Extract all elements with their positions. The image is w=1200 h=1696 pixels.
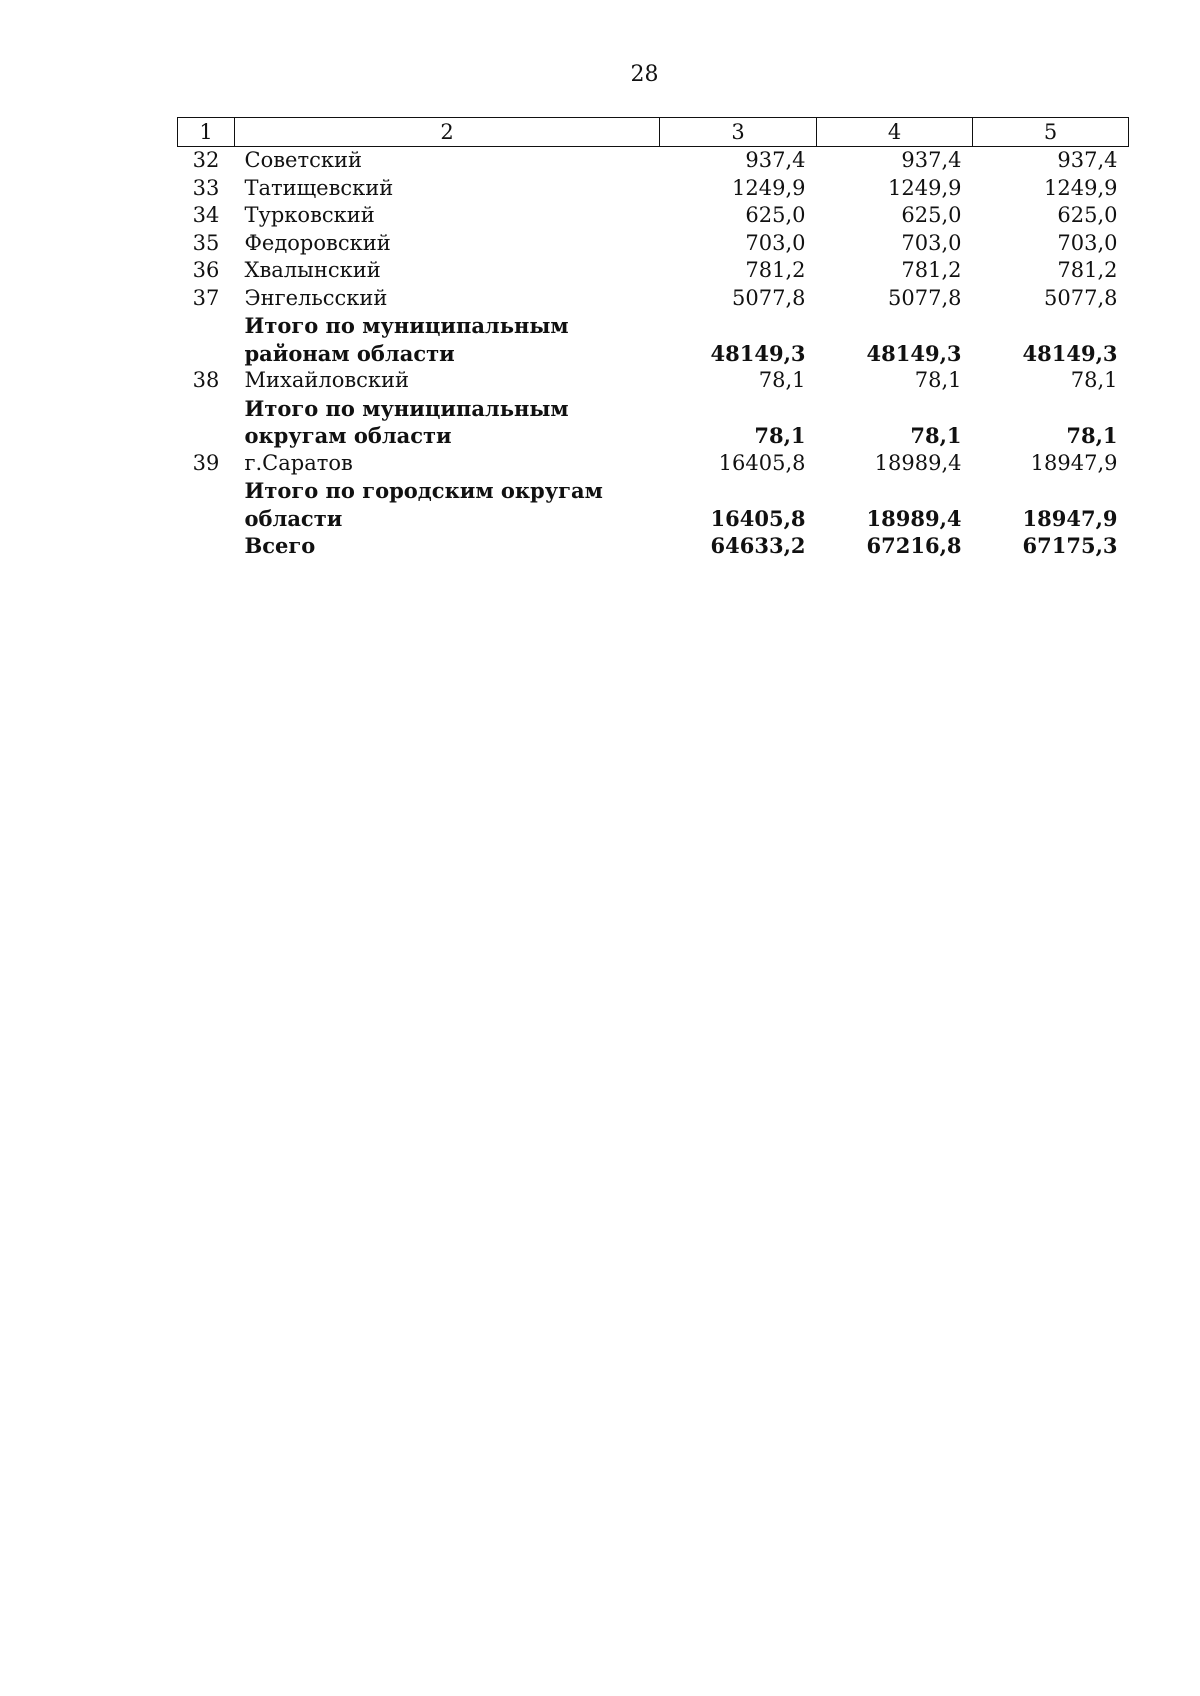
table-row-total xyxy=(178,312,1129,367)
row-number-cell: 37 xyxy=(192,285,220,310)
row-name-cell: Итого по муниципальным районам области xyxy=(244,313,569,366)
row-number-cell xyxy=(178,312,235,367)
row-value-col5: 703,0 xyxy=(1057,230,1118,255)
row-value-col3: 5077,8 xyxy=(732,285,806,310)
row-name-cell: Итого по муниципальным округам области xyxy=(244,395,569,448)
table-row-total xyxy=(178,532,1129,560)
row-name-cell: Михайловский xyxy=(244,368,410,392)
table-body xyxy=(178,147,1129,560)
row-number-cell xyxy=(178,532,235,560)
column-header-3: 3 xyxy=(660,118,817,147)
row-value-col5: 78,1 xyxy=(1066,423,1118,448)
table-row xyxy=(178,285,1129,313)
row-value-col4: 703,0 xyxy=(901,230,962,255)
table-row xyxy=(178,147,1129,175)
table-header xyxy=(178,118,1129,147)
table-row xyxy=(178,450,1129,478)
row-value-col3: 16405,8 xyxy=(710,505,806,531)
row-name-cell: Турковский xyxy=(244,203,375,227)
row-number-cell: 33 xyxy=(192,175,220,200)
row-name-cell: Советский xyxy=(244,148,362,172)
table-row xyxy=(178,202,1129,230)
data-table xyxy=(177,117,1129,560)
row-number-cell xyxy=(178,477,235,532)
row-name-cell: г.Саратов xyxy=(244,450,353,475)
row-value-col4: 625,0 xyxy=(901,203,962,227)
row-value-col5: 1249,9 xyxy=(1044,175,1118,200)
row-name-cell: Хвалынский xyxy=(244,258,381,282)
row-number-cell: 38 xyxy=(192,368,220,392)
row-value-col3: 781,2 xyxy=(745,258,806,282)
row-value-col5: 18947,9 xyxy=(1022,505,1118,531)
row-value-col3: 1249,9 xyxy=(732,175,806,200)
row-value-col5: 5077,8 xyxy=(1044,285,1118,310)
page-number: 28 xyxy=(630,62,659,87)
row-number-cell: 32 xyxy=(192,148,220,172)
row-value-col5: 781,2 xyxy=(1057,258,1118,282)
row-value-col5: 67175,3 xyxy=(1022,533,1118,558)
row-value-col4: 18989,4 xyxy=(866,505,962,531)
row-number-cell: 36 xyxy=(192,258,220,282)
table-row xyxy=(178,257,1129,285)
row-value-col4: 781,2 xyxy=(901,258,962,282)
table-row xyxy=(178,367,1129,395)
row-name-cell: Татищевский xyxy=(244,175,394,200)
row-number-cell: 35 xyxy=(192,230,220,255)
row-value-col3: 78,1 xyxy=(758,368,806,392)
table-row xyxy=(178,175,1129,203)
table-row-total xyxy=(178,477,1129,532)
column-header-5: 5 xyxy=(973,118,1129,147)
row-name-cell: Энгельсский xyxy=(244,285,388,310)
row-value-col3: 703,0 xyxy=(745,230,806,255)
row-name-cell: Итого по городским округам области xyxy=(244,478,603,531)
row-value-col3: 48149,3 xyxy=(710,340,806,366)
column-header-4: 4 xyxy=(817,118,973,147)
row-value-col5: 18947,9 xyxy=(1030,450,1118,475)
header-row xyxy=(178,118,1129,147)
row-value-col4: 48149,3 xyxy=(866,340,962,366)
row-value-col5: 937,4 xyxy=(1057,148,1118,172)
column-header-1: 1 xyxy=(178,118,235,147)
row-value-col4: 18989,4 xyxy=(874,450,962,475)
row-value-col4: 78,1 xyxy=(914,368,962,392)
row-value-col3: 937,4 xyxy=(745,148,806,172)
row-name-cell: Всего xyxy=(244,533,316,558)
row-number-cell: 39 xyxy=(192,450,220,475)
row-value-col4: 5077,8 xyxy=(888,285,962,310)
row-value-col5: 78,1 xyxy=(1070,368,1118,392)
row-value-col4: 67216,8 xyxy=(866,533,962,558)
column-header-2: 2 xyxy=(235,118,660,147)
row-value-col5: 625,0 xyxy=(1057,203,1118,227)
row-value-col3: 78,1 xyxy=(754,423,806,448)
row-value-col3: 16405,8 xyxy=(718,450,806,475)
row-value-col3: 625,0 xyxy=(745,203,806,227)
row-number-cell: 34 xyxy=(192,203,220,227)
table-row-total xyxy=(178,395,1129,450)
row-name-cell: Федоровский xyxy=(244,230,391,255)
table-row xyxy=(178,230,1129,258)
row-number-cell xyxy=(178,395,235,450)
row-value-col5: 48149,3 xyxy=(1022,340,1118,366)
row-value-col4: 78,1 xyxy=(910,423,962,448)
row-value-col4: 937,4 xyxy=(901,148,962,172)
row-value-col4: 1249,9 xyxy=(888,175,962,200)
row-value-col3: 64633,2 xyxy=(710,533,806,558)
